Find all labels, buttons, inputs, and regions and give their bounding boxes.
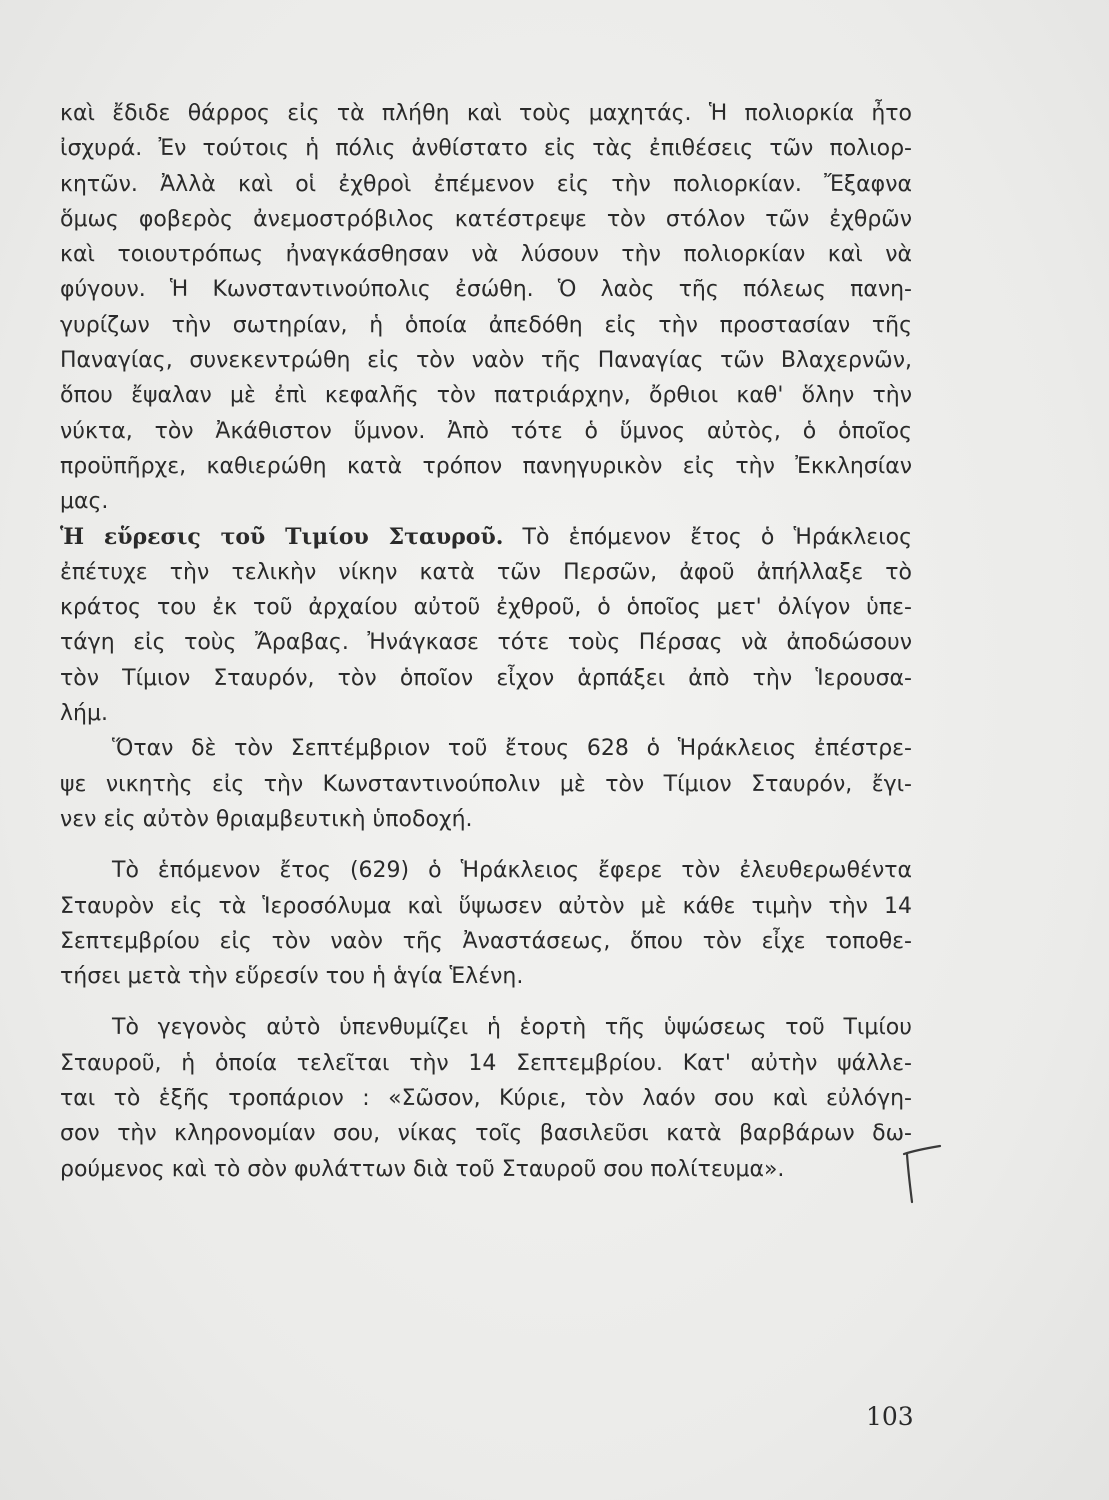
text-line: τάγη εἰς τοὺς Ἄραβας. Ἠνάγκασε τότε τοὺς Πέρσας νὰ ἀποδώσουν — [60, 630, 912, 656]
body-text — [60, 96, 912, 1187]
text-line: νεν εἰς αὐτὸν θριαμβευτικὴ ὑποδοχή. — [60, 806, 473, 832]
text-line: Σταυρὸν εἰς τὰ Ἱεροσόλυμα καὶ ὕψωσεν αὐτὸν μὲ κάθε τιμὴν τὴν 14 — [60, 893, 912, 919]
section-first-line — [60, 520, 912, 555]
text-segment: Τὸ ἑπόμενον ἔτος ὁ Ἡράκλειος — [522, 524, 913, 550]
text-line: καὶ ἔδιδε θάρρος εἰς τὰ πλήθη καὶ τοὺς μαχητάς. Ἡ πολιορκία ἦτο — [60, 101, 912, 126]
text-line: νύκτα, τὸν Ἀκάθιστον ὕμνον. Ἀπὸ τότε ὁ ὕμνος αὐτὸς, ὁ ὁποῖος — [60, 418, 912, 444]
text-line: φύγουν. Ἡ Κωνσταντινούπολις ἐσώθη. Ὁ λαὸς τῆς πόλεως πανη- — [60, 277, 912, 303]
text-line: ἰσχυρά. Ἐν τούτοις ἡ πόλις ἀνθίστατο εἰς τὰς ἐπιθέσεις τῶν πολιορ- — [60, 136, 912, 162]
text-line: ὅμως φοβερὸς ἀνεμοστρόβιλος κατέστρεψε τὸν στόλον τῶν ἐχθρῶν — [60, 206, 912, 232]
text-line: τὸν Τίμιον Σταυρόν, τὸν ὁποῖον εἶχον ἁρπάξει ἀπὸ τὴν Ἱερουσα- — [60, 665, 912, 691]
text-line: Ὅταν δὲ τὸν Σεπτέμβριον τοῦ ἔτους 628 ὁ Ἡράκλειος ἐπέστρε- — [112, 736, 912, 762]
text-line: τήσει μετὰ τὴν εὕρεσίν του ἡ ἁγία Ἑλένη. — [60, 964, 524, 990]
text-line: Τὸ γεγονὸς αὐτὸ ὑπενθυμίζει ἡ ἑορτὴ τῆς ὑψώσεως τοῦ Τιμίου — [112, 1015, 912, 1041]
text-line: κητῶν. Ἀλλὰ καὶ οἱ ἐχθροὶ ἐπέμενον εἰς τὴν πολιορκίαν. Ἔξαφνα — [60, 171, 912, 197]
handwritten-mark — [896, 1140, 946, 1210]
text-line: προϋπῆρχε, καθιερώθη κατὰ τρόπον πανηγυρικὸν εἰς τὴν Ἐκκλησίαν — [60, 453, 912, 479]
text-line: Σεπτεμβρίου εἰς τὸν ναὸν τῆς Ἀναστάσεως, ὅπου τὸν εἶχε τοποθε- — [60, 928, 912, 954]
text-line: γυρίζων τὴν σωτηρίαν, ἡ ὁποία ἀπεδόθη εἰς τὴν προστασίαν τῆς — [60, 312, 912, 338]
text-line: Παναγίας, συνεκεντρώθη εἰς τὸν ναὸν τῆς Παναγίας τῶν Βλαχερνῶν, — [60, 348, 912, 374]
text-line: λήμ. — [60, 701, 108, 727]
text-line: ὅπου ἔψαλαν μὲ ἐπὶ κεφαλῆς τὸν πατριάρχην, ὄρθιοι καθ' ὅλην τὴν — [60, 383, 912, 409]
text-line: σον τὴν κληρονομίαν σου, νίκας τοῖς βασιλεῦσι κατὰ βαρβάρων δω- — [60, 1121, 912, 1147]
text-line: Σταυροῦ, ἡ ὁποία τελεῖται τὴν 14 Σεπτεμβρίου. Κατ' αὐτὴν ψάλλε- — [60, 1050, 912, 1076]
page-number: 103 — [866, 1402, 914, 1431]
text-line: καὶ τοιουτρόπως ἠναγκάσθησαν νὰ λύσουν τὴν πολιορκίαν καὶ νὰ — [60, 242, 912, 268]
text-line: μας. — [60, 489, 109, 515]
text-line: ψε νικητὴς εἰς τὴν Κωνσταντινούπολιν μὲ τὸν Τίμιον Σταυρόν, ἔγι- — [60, 771, 912, 797]
text-line: ρούμενος καὶ τὸ σὸν φυλάττων διὰ τοῦ Σταυροῦ σου πολίτευμα». — [60, 1156, 785, 1182]
text-line: Τὸ ἑπόμενον ἔτος (629) ὁ Ἡράκλειος ἔφερε τὸν ἐλευθερωθέντα — [112, 858, 912, 884]
text-line: ἐπέτυχε τὴν τελικὴν νίκην κατὰ τῶν Περσῶν, ἀφοῦ ἀπήλλαξε τὸ — [60, 559, 912, 585]
section-heading: Ἡ εὕρεσις τοῦ Τιμίου Σταυροῦ. — [60, 523, 504, 550]
text-line: κράτος του ἐκ τοῦ ἀρχαίου αὐτοῦ ἐχθροῦ, ὁ ὁποῖος μετ' ὀλίγον ὑπε- — [60, 595, 912, 621]
text-line: ται τὸ ἑξῆς τροπάριον : «Σῶσον, Κύριε, τὸν λαόν σου καὶ εὐλόγη- — [60, 1086, 912, 1112]
